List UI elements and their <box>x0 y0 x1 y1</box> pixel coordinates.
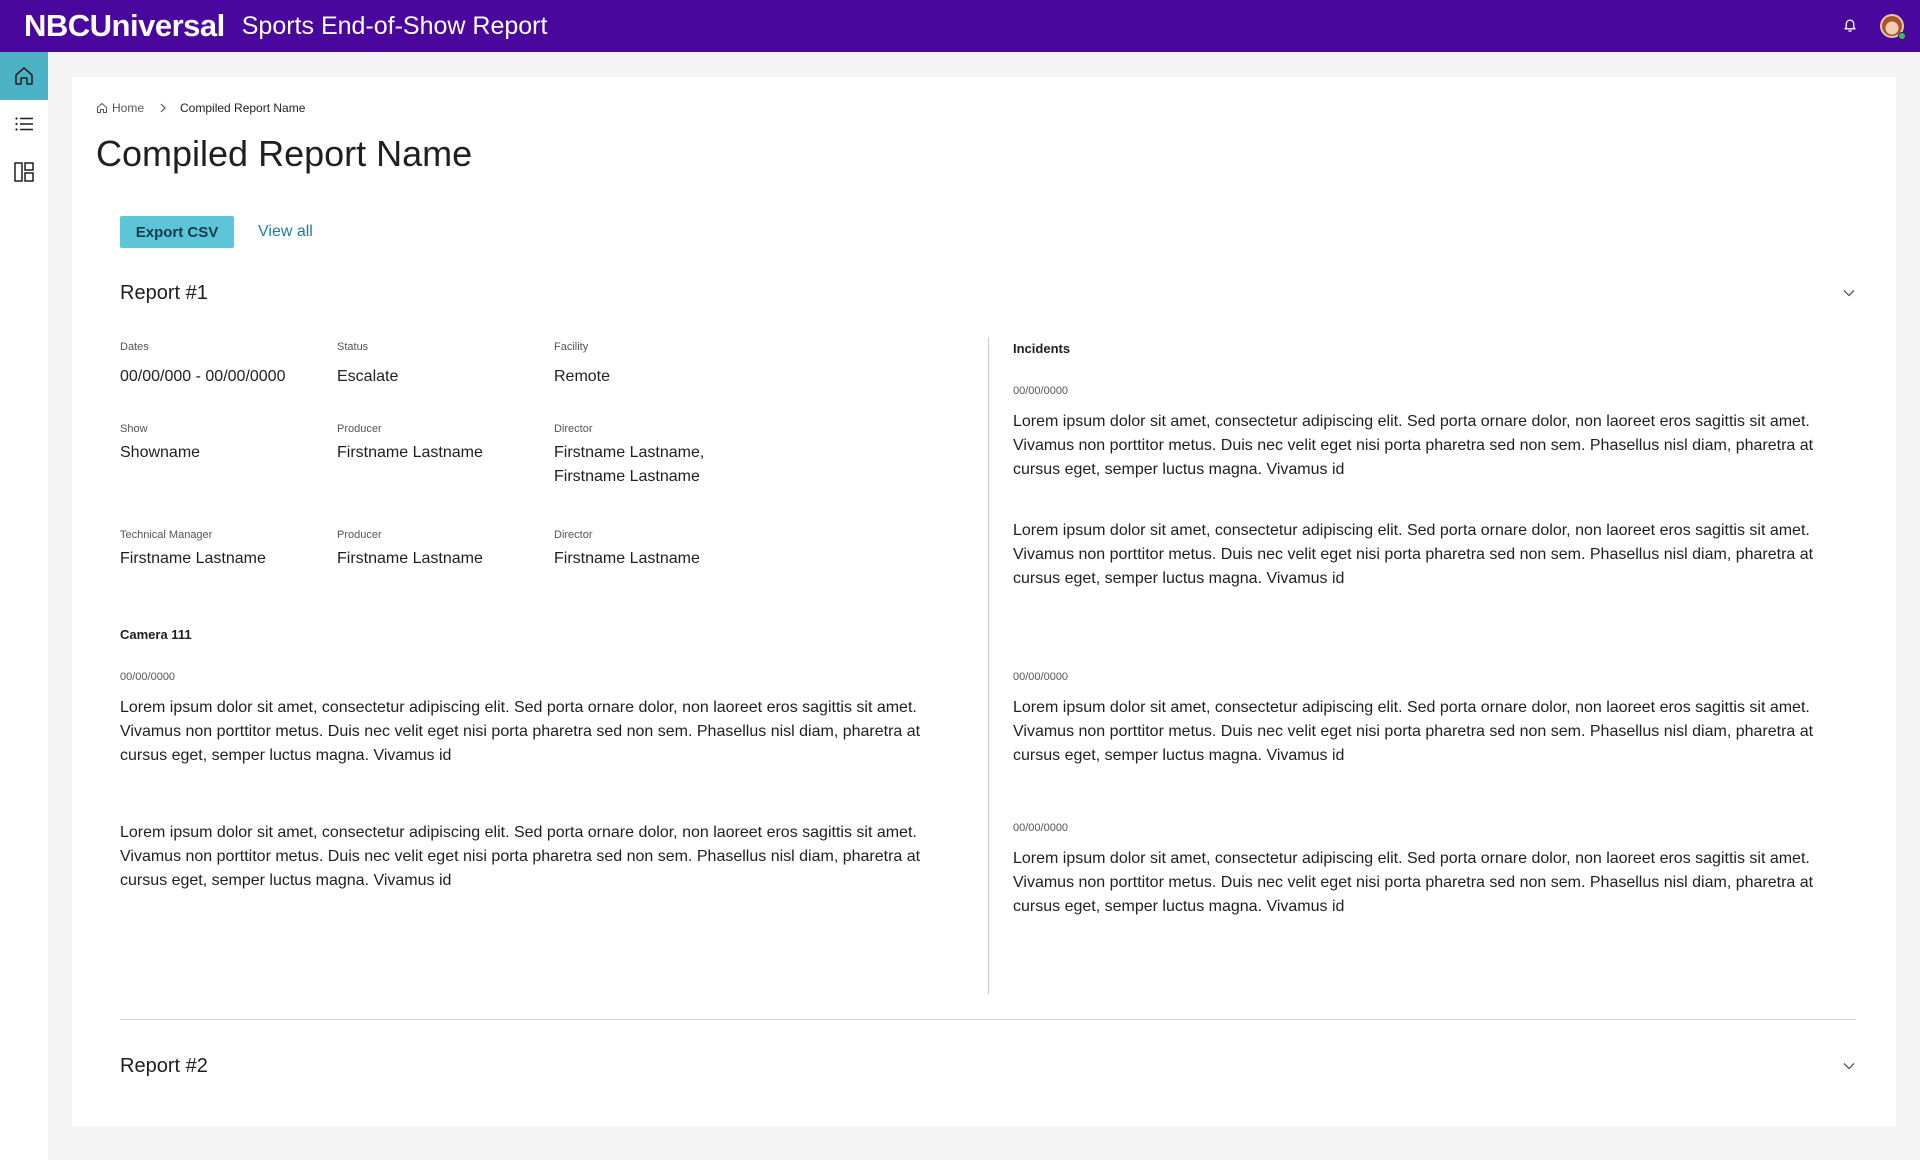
camera-entry-text: Lorem ipsum dolor sit amet, consectetur adipiscing elit. Sed porta ornare dolor, non laoreet eros sagittis sit amet. Vivamus non porttitor metus. Duis nec velit eget nisi porta pharetra sed non sem. Phasellus nisl diam, pharetra at cursus eget, semper luctus magna. Vivamus id <box>120 699 921 764</box>
incident-text: Lorem ipsum dolor sit amet, consectetur adipiscing elit. Sed porta ornare dolor, non laoreet eros sagittis sit amet. Vivamus non porttitor metus. Duis nec velit eget nisi porta pharetra sed non sem. Phasellus nisl diam, pharetra at cursus eget, semper luctus magna. Vivamus id <box>1013 699 1814 764</box>
export-csv-button[interactable]: Export CSV <box>120 216 234 248</box>
director-label: Director <box>554 423 593 435</box>
director-2-label: Director <box>554 529 593 541</box>
director-2-value: Firstname Lastname <box>554 550 700 567</box>
incident-date: 00/00/0000 <box>1013 822 1069 834</box>
show-value: Showname <box>120 444 201 461</box>
view-all-link[interactable]: View all <box>258 223 313 240</box>
director-value-1: Firstname Lastname, <box>554 444 705 461</box>
breadcrumb-current: Compiled Report Name <box>180 101 306 115</box>
list-icon <box>13 113 35 135</box>
sidebar <box>0 52 48 1160</box>
incident-date: 00/00/0000 <box>1013 671 1069 683</box>
sidebar-item-home[interactable] <box>0 52 48 100</box>
online-status-dot <box>1898 32 1906 40</box>
chevron-down-icon[interactable] <box>1842 286 1856 300</box>
report-divider <box>120 1019 1856 1020</box>
producer-value: Firstname Lastname <box>337 444 483 461</box>
top-bar <box>0 0 1920 52</box>
camera-entry-date: 00/00/0000 <box>120 671 176 683</box>
show-label: Show <box>120 423 148 435</box>
technical-manager-label: Technical Manager <box>120 529 213 541</box>
home-icon <box>96 102 108 114</box>
status-label: Status <box>337 341 369 353</box>
report-1-header[interactable] <box>120 278 1856 308</box>
camera-entry-text: Lorem ipsum dolor sit amet, consectetur adipiscing elit. Sed porta ornare dolor, non laoreet eros sagittis sit amet. Vivamus non porttitor metus. Duis nec velit eget nisi porta pharetra sed non sem. Phasellus nisl diam, pharetra at cursus eget, semper luctus magna. Vivamus id <box>120 824 921 889</box>
app-title: Sports End-of-Show Report <box>241 11 548 40</box>
main-panel <box>72 77 1896 1126</box>
incident-text: Lorem ipsum dolor sit amet, consectetur adipiscing elit. Sed porta ornare dolor, non laoreet eros sagittis sit amet. Vivamus non porttitor metus. Duis nec velit eget nisi porta pharetra sed non sem. Phasellus nisl diam, pharetra at cursus eget, semper luctus magna. Vivamus id <box>1013 413 1814 478</box>
bell-icon[interactable] <box>1842 18 1858 34</box>
incident-date: 00/00/0000 <box>1013 385 1069 397</box>
status-value: Escalate <box>337 368 399 385</box>
dates-value: 00/00/000 - 00/00/0000 <box>120 368 286 385</box>
director-value-2: Firstname Lastname <box>554 468 700 485</box>
technical-manager-value: Firstname Lastname <box>120 550 266 567</box>
producer-2-value: Firstname Lastname <box>337 550 483 567</box>
incident-text: Lorem ipsum dolor sit amet, consectetur adipiscing elit. Sed porta ornare dolor, non laoreet eros sagittis sit amet. Vivamus non porttitor metus. Duis nec velit eget nisi porta pharetra sed non sem. Phasellus nisl diam, pharetra at cursus eget, semper luctus magna. Vivamus id <box>1013 522 1814 587</box>
chevron-down-icon[interactable] <box>1842 1059 1856 1073</box>
breadcrumb-home[interactable]: Home <box>112 101 145 115</box>
sidebar-item-dashboard[interactable] <box>0 148 48 196</box>
camera-heading: Camera 111 <box>120 627 192 642</box>
home-icon <box>13 65 35 87</box>
column-divider <box>988 337 989 994</box>
facility-value: Remote <box>554 368 611 385</box>
avatar[interactable] <box>1880 14 1904 38</box>
sidebar-item-list[interactable] <box>0 100 48 148</box>
report-title: Report #2 <box>120 1054 208 1077</box>
breadcrumb <box>96 101 305 115</box>
topbar-actions <box>1842 0 1904 52</box>
page-title: Compiled Report Name <box>96 133 473 174</box>
dashboard-icon <box>13 161 35 183</box>
producer-label: Producer <box>337 423 382 435</box>
report-title: Report #1 <box>120 281 208 304</box>
brand-logo[interactable]: NBCUniversal <box>24 8 225 43</box>
report-2-header[interactable] <box>120 1051 1856 1081</box>
facility-label: Facility <box>554 341 589 353</box>
incidents-heading: Incidents <box>1013 341 1071 356</box>
chevron-right-icon <box>158 103 168 113</box>
dates-label: Dates <box>120 341 149 353</box>
producer-2-label: Producer <box>337 529 382 541</box>
incident-text: Lorem ipsum dolor sit amet, consectetur adipiscing elit. Sed porta ornare dolor, non laoreet eros sagittis sit amet. Vivamus non porttitor metus. Duis nec velit eget nisi porta pharetra sed non sem. Phasellus nisl diam, pharetra at cursus eget, semper luctus magna. Vivamus id <box>1013 850 1814 915</box>
